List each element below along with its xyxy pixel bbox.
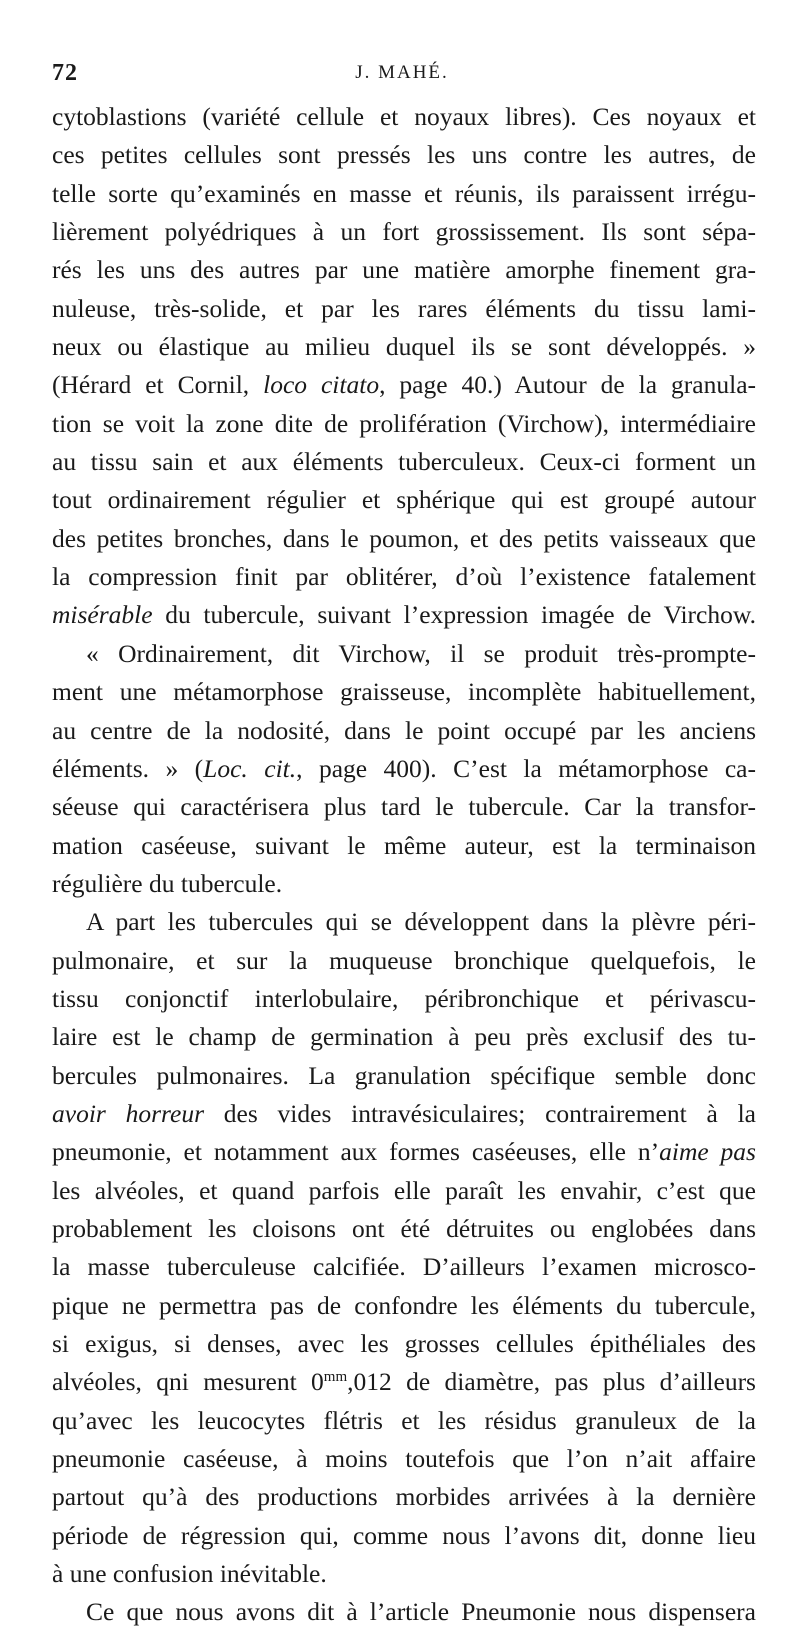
text-line: Ce que nous avons dit à l’article Pneumonie nous dispensera xyxy=(86,1597,756,1627)
text-line: tion se voit la zone dite de prolifération (Virchow), intermédiaire xyxy=(52,408,756,438)
text-line: ces petites cellules sont pressés les uns contre les autres, de xyxy=(52,140,756,170)
text-line: avoir horreur des vides intravésiculaires; contrairement à la xyxy=(52,1098,756,1128)
text-line: neux ou élastique au milieu duquel ils se sont développés. » xyxy=(52,332,756,362)
text-line: éléments. » (Loc. cit., page 400). C’est la métamorphose ca- xyxy=(52,753,756,783)
text-line: (Hérard et Cornil, loco citato, page 40.) Autour de la granula- xyxy=(52,370,757,400)
text-line: pique ne permettra pas de confondre les éléments du tubercule, xyxy=(52,1290,756,1320)
text-line: mation caséeuse, suivant le même auteur, est la terminaison xyxy=(52,830,756,860)
text-line: A part les tubercules qui se développent dans la plèvre péri- xyxy=(86,907,756,937)
text-line: tissu conjonctif interlobulaire, péribronchique et périvascu- xyxy=(52,983,756,1013)
text-line: au centre de la nodosité, dans le point occupé par les anciens xyxy=(52,715,756,745)
text-line: laire est le champ de germination à peu près exclusif des tu- xyxy=(52,1022,756,1052)
italic-text: avoir horreur xyxy=(52,1098,204,1128)
running-head: J. MAHÉ. xyxy=(355,62,449,83)
text-line: la masse tuberculeuse calcifiée. D’ailleurs l’examen microsco- xyxy=(52,1252,756,1282)
text-line: ment une métamorphose graisseuse, incomplète habituellement, xyxy=(52,677,756,707)
text-line: des petites bronches, dans le poumon, et des petits vaisseaux que xyxy=(52,523,756,553)
text-line: tout ordinairement régulier et sphérique qui est groupé autour xyxy=(52,485,756,515)
text-line: rés les uns des autres par une matière amorphe finement gra- xyxy=(52,255,756,285)
text-line: période de régression qui, comme nous l’avons dit, donne lieu xyxy=(52,1520,756,1550)
text-line: « Ordinairement, dit Virchow, il se produit très-prompte- xyxy=(86,638,756,668)
body-text xyxy=(52,98,756,1632)
text-line: nuleuse, très-solide, et par les rares éléments du tissu lami- xyxy=(52,293,756,323)
text-line: au tissu sain et aux éléments tuberculeux. Ceux-ci forment un xyxy=(52,447,756,477)
text-line: telle sorte qu’examinés en masse et réunis, ils paraissent irrégu- xyxy=(52,178,756,208)
italic-text: Loc. cit. xyxy=(203,753,297,783)
text-line: pneumonie caséeuse, à moins toutefois que l’on n’ait affaire xyxy=(52,1444,756,1474)
text-line: qu’avec les leucocytes flétris et les résidus granuleux de la xyxy=(52,1405,756,1435)
page-header xyxy=(52,60,752,100)
text-line: probablement les cloisons ont été détruites ou englobées dans xyxy=(52,1213,756,1243)
page-number: 72 xyxy=(52,60,78,86)
text-line: pneumonie, et notamment aux formes caséeuses, elle n’aime pas xyxy=(52,1137,756,1167)
text-line: régulière du tubercule. xyxy=(52,868,283,898)
text-line: la compression finit par oblitérer, d’où l’existence fatalement xyxy=(52,562,756,592)
text-line: séeuse qui caractérisera plus tard le tubercule. Car la transfor- xyxy=(52,792,756,822)
text-line: alvéoles, qni mesurent $0^{mm},012$ de diamètre, pas plus d’ailleurs xyxy=(52,1367,756,1397)
italic-text: aime pas xyxy=(659,1137,756,1167)
text-line: à une confusion inévitable. xyxy=(52,1559,327,1589)
text-line: bercules pulmonaires. La granulation spécifique semble donc xyxy=(52,1060,756,1090)
text-line: misérable du tubercule, suivant l’expression imagée de Virchow. xyxy=(52,600,756,630)
text-line: lièrement polyédriques à un fort grossissement. Ils sont sépa- xyxy=(52,217,756,247)
text-line: si exigus, si denses, avec les grosses cellules épithéliales des xyxy=(52,1329,756,1358)
text-line: cytoblastions (variété cellule et noyaux libres). Ces noyaux et xyxy=(52,102,756,131)
text-line: pulmonaire, et sur la muqueuse bronchique quelquefois, le xyxy=(52,945,756,975)
italic-text: misérable xyxy=(52,600,153,630)
superscript-unit: mm xyxy=(323,1369,348,1386)
text-line: partout qu’à des productions morbides arrivées à la dernière xyxy=(52,1482,756,1512)
text-line: les alvéoles, et quand parfois elle paraît les envahir, c’est que xyxy=(52,1175,756,1205)
italic-text: loco citato xyxy=(263,370,380,400)
